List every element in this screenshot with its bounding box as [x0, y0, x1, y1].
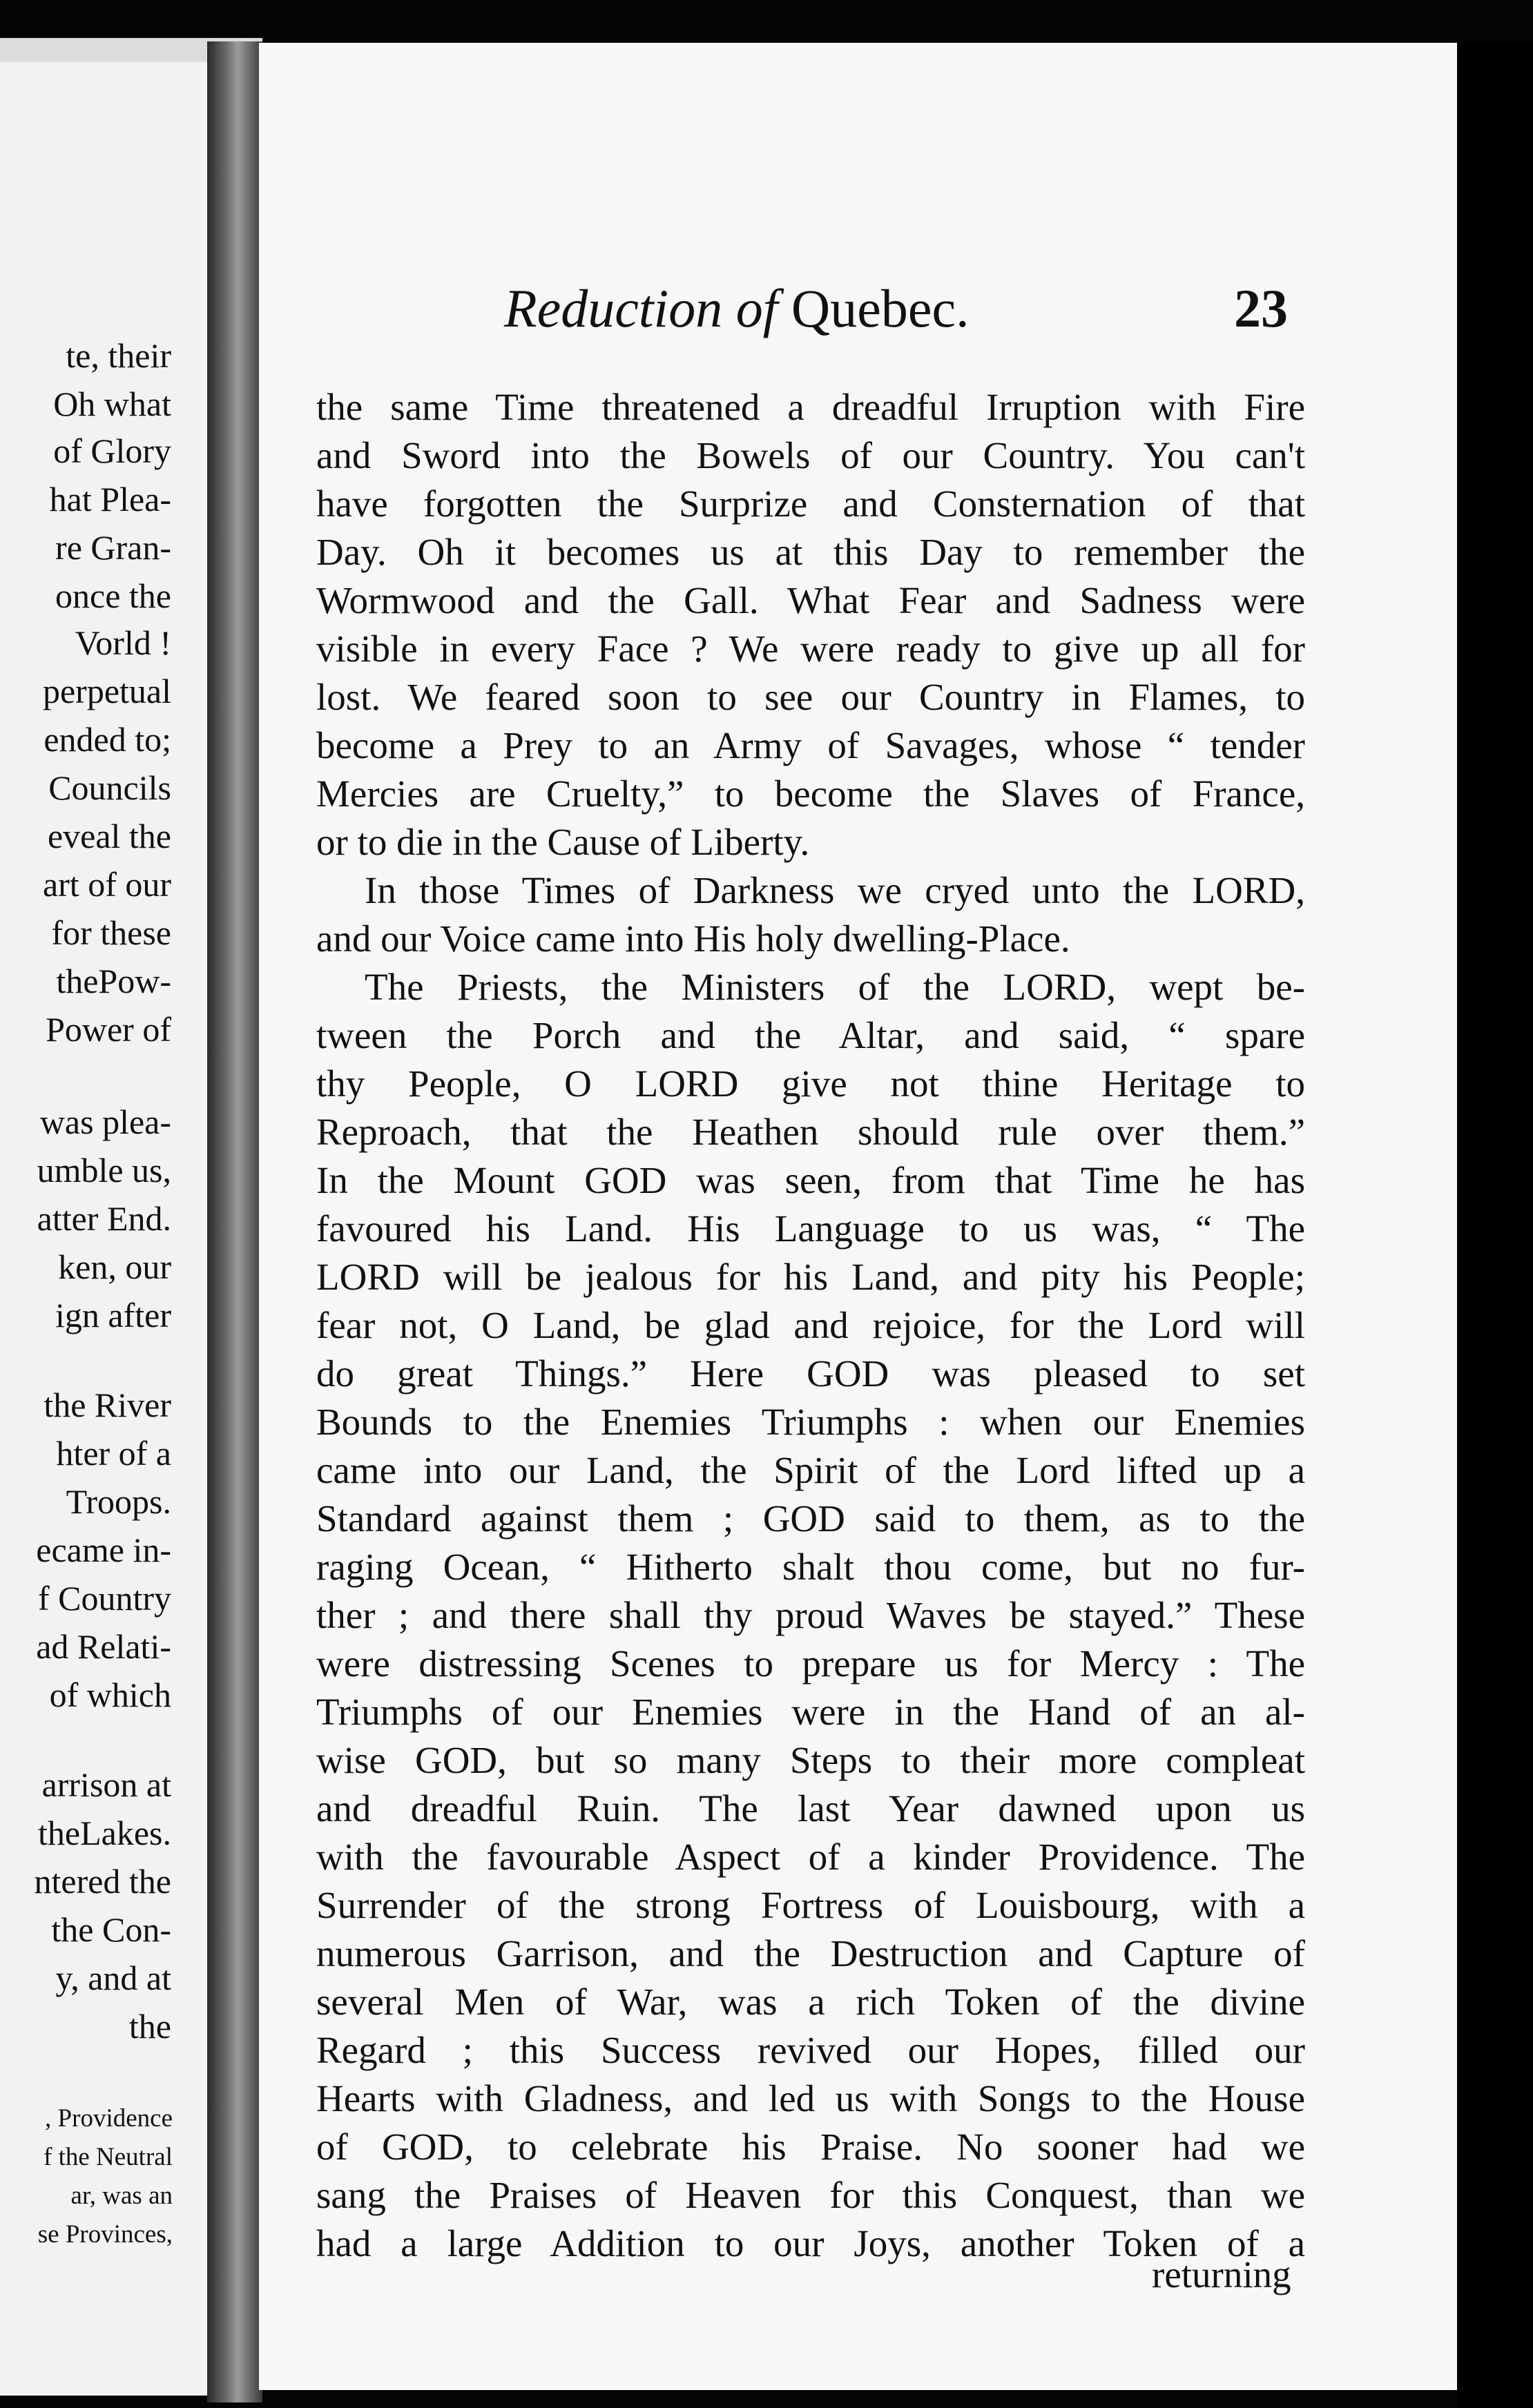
body-line: Bounds to the Enemies Triumphs : when our Enemies [316, 1401, 1305, 1443]
body-line: several Men of War, was a rich Token of the divine [316, 1981, 1305, 2023]
body-line: become a Prey to an Army of Savages, whose “ tender [316, 724, 1305, 766]
left-page-line: ign after [55, 1296, 171, 1334]
left-page-footnote-line: ar, was an [70, 2182, 173, 2210]
left-page-line: ntered the [34, 1862, 171, 1901]
left-page-line: ad Relati- [36, 1627, 171, 1666]
catchword: returning [1152, 2253, 1291, 2295]
left-page-line: once the [55, 576, 171, 615]
body-line: numerous Garrison, and the Destruction and Capture of [316, 1932, 1305, 1974]
body-line: and our Voice came into His holy dwelling-Place. [316, 917, 1070, 960]
body-line: wise GOD, but so many Steps to their more compleat [316, 1739, 1305, 1781]
body-line: thy People, O LORD give not thine Heritage to [316, 1062, 1305, 1105]
left-page-line: arrison at [41, 1765, 171, 1804]
left-page-line: art of our [42, 865, 171, 904]
body-line: In those Times of Darkness we cryed unto the LORD, [365, 869, 1305, 911]
body-line: and dreadful Ruin. The last Year dawned upon us [316, 1787, 1305, 1829]
left-page-line: atter End. [37, 1199, 171, 1238]
scan-edge-shadow [1457, 41, 1533, 2408]
body-line: visible in every Face ? We were ready to give up all for [316, 628, 1305, 670]
page-number: 23 [1234, 278, 1288, 338]
left-page-line: eveal the [47, 817, 171, 855]
book-gutter [207, 41, 262, 2402]
left-page-line: the River [44, 1386, 171, 1424]
body-line: came into our Land, the Spirit of the Lord lifted up a [316, 1449, 1305, 1491]
body-line: In the Mount GOD was seen, from that Time he has [316, 1159, 1305, 1201]
running-head-italic: Reduction of [504, 278, 791, 338]
left-page-line: was plea- [39, 1103, 171, 1141]
body-line: or to die in the Cause of Liberty. [316, 821, 810, 863]
body-line: have forgotten the Surprize and Consternation of that [316, 483, 1305, 525]
left-page-line: of which [49, 1676, 171, 1714]
left-page-line: of Glory [53, 431, 171, 470]
body-line: and Sword into the Bowels of our Country. You can't [316, 434, 1305, 476]
previous-page-fragment [0, 62, 207, 2396]
left-page-line: perpetual [42, 672, 171, 710]
running-head [504, 278, 970, 340]
body-line: raging Ocean, “ Hitherto shalt thou come, but no fur- [316, 1546, 1305, 1588]
left-page-line: ended to; [44, 720, 171, 759]
body-line: Day. Oh it becomes us at this Day to remember the [316, 531, 1305, 573]
left-page-line: ecame in- [36, 1531, 171, 1569]
left-page-line: theLakes. [38, 1814, 171, 1852]
body-line: Reproach, that the Heathen should rule over them.” [316, 1111, 1305, 1153]
body-text [316, 383, 1305, 2268]
left-page-line: y, and at [55, 1959, 171, 1997]
body-line: Surrender of the strong Fortress of Louisbourg, with a [316, 1884, 1305, 1926]
body-line: with the favourable Aspect of a kinder Providence. The [316, 1836, 1305, 1878]
body-line: were distressing Scenes to prepare us for Mercy : The [316, 1642, 1305, 1684]
body-line: lost. We feared soon to see our Country in Flames, to [316, 676, 1305, 718]
left-page-line: the Con- [51, 1910, 171, 1949]
left-page-line: te, their [66, 336, 171, 375]
left-page-line: re Gran- [55, 528, 171, 567]
body-line: ther ; and there shall thy proud Waves be stayed.” These [316, 1594, 1305, 1636]
running-head-roman: Quebec. [791, 278, 970, 338]
body-line: tween the Porch and the Altar, and said, “ spare [316, 1014, 1305, 1056]
left-page-line: ken, our [58, 1247, 171, 1286]
left-page-line: Vorld ! [75, 623, 171, 662]
left-page-footnote-line: f the Neutral [44, 2143, 173, 2171]
body-line: Mercies are Cruelty,” to become the Slaves of France, [316, 773, 1305, 815]
body-line: of GOD, to celebrate his Praise. No sooner had we [316, 2126, 1305, 2168]
body-line: the same Time threatened a dreadful Irruption with Fire [316, 386, 1305, 428]
body-line: fear not, O Land, be glad and rejoice, for the Lord will [316, 1304, 1305, 1346]
left-page-line: the [128, 2007, 171, 2046]
left-page-footnote-line: se Provinces, [37, 2220, 173, 2249]
left-page-footnote-line: , Providence [45, 2104, 173, 2133]
left-page-line: hat Plea- [49, 480, 171, 518]
left-page-line: umble us, [37, 1151, 171, 1190]
body-line: favoured his Land. His Language to us was, “ The [316, 1207, 1305, 1250]
left-page-line: for these [51, 913, 171, 952]
left-page-line: f Country [37, 1579, 171, 1618]
left-page-line: hter of a [56, 1434, 171, 1473]
left-page-line: Troops. [66, 1482, 171, 1521]
body-line: Standard against them ; GOD said to them, as to the [316, 1497, 1305, 1540]
body-line: do great Things.” Here GOD was pleased to set [316, 1352, 1305, 1395]
body-line: Hearts with Gladness, and led us with Songs to the House [316, 2077, 1305, 2119]
body-line: Triumphs of our Enemies were in the Hand of an al- [316, 1691, 1305, 1733]
left-page-line: Power of [46, 1010, 171, 1049]
left-page-line: thePow- [56, 962, 171, 1000]
body-line: had a large Addition to our Joys, another Token of a [316, 2222, 1305, 2264]
left-page-line: Councils [48, 768, 171, 807]
body-line: LORD will be jealous for his Land, and pity his People; [316, 1256, 1305, 1298]
left-page-line: Oh what [53, 385, 171, 423]
body-line: The Priests, the Ministers of the LORD, wept be- [365, 966, 1305, 1008]
body-line: Wormwood and the Gall. What Fear and Sadness were [316, 579, 1305, 621]
body-line: sang the Praises of Heaven for this Conquest, than we [316, 2174, 1305, 2216]
body-line: Regard ; this Success revived our Hopes, filled our [316, 2029, 1305, 2071]
